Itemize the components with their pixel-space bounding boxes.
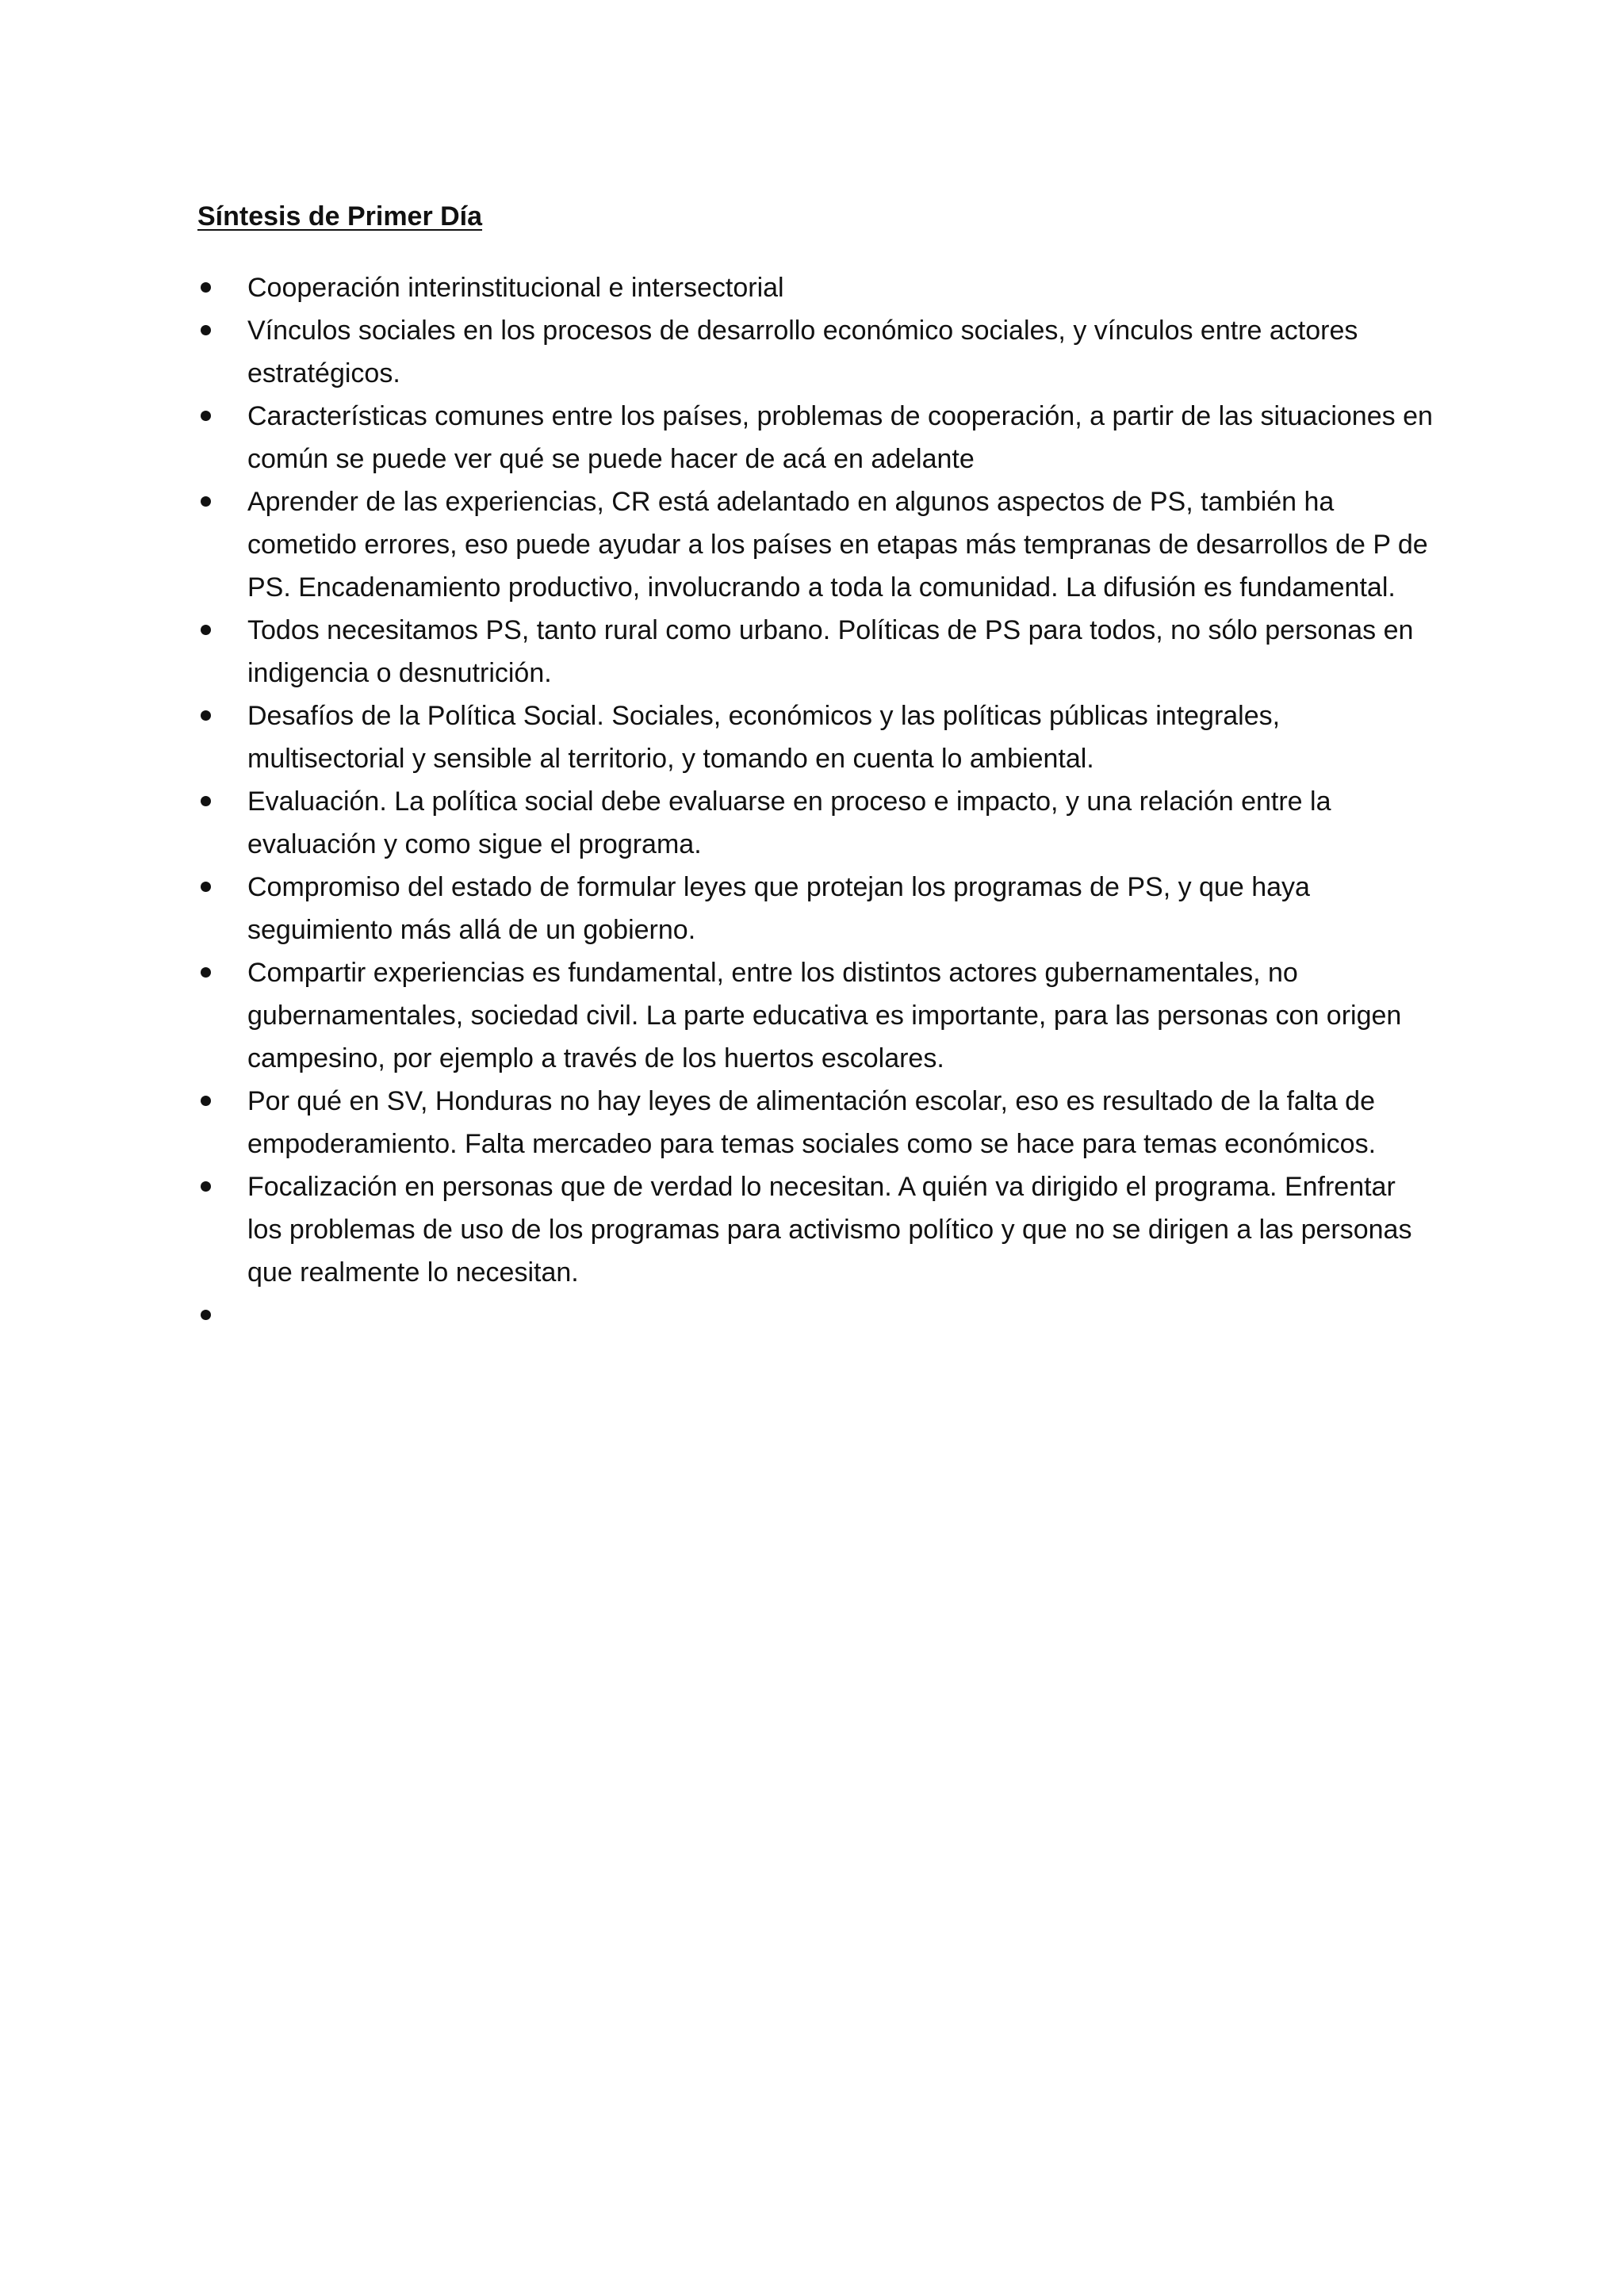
list-item: Cooperación interinstitucional e intersectorial [197,266,1434,309]
list-item: Evaluación. La política social debe evaluarse en proceso e impacto, y una relación entre la evaluación y como sigue el programa. [197,780,1434,866]
list-item: Compromiso del estado de formular leyes que protejan los programas de PS, y que haya seguimiento más allá de un gobierno. [197,866,1434,951]
empty-list-item [197,1294,1434,1337]
list-item: Aprender de las experiencias, CR está adelantado en algunos aspectos de PS, también ha cometido errores, eso puede ayudar a los países en etapas más tempranas de desarrollos de P de PS. Encadenamiento productivo, involucrando a toda la comunidad. La difusión es fundamental. [197,480,1434,609]
page-title: Síntesis de Primer Día [197,201,483,232]
list-item: Características comunes entre los países, problemas de cooperación, a partir de las situaciones en común se puede ver qué se puede hacer de acá en adelante [197,395,1434,480]
list-item: Compartir experiencias es fundamental, entre los distintos actores gubernamentales, no gubernamentales, sociedad civil. La parte educativa es importante, para las personas con origen campesino, por ejemplo a través de los huertos escolares. [197,951,1434,1080]
list-item: Vínculos sociales en los procesos de desarrollo económico sociales, y vínculos entre actores estratégicos. [197,309,1434,395]
list-item: Todos necesitamos PS, tanto rural como urbano. Políticas de PS para todos, no sólo personas en indigencia o desnutrición. [197,609,1434,695]
list-item: Por qué en SV, Honduras no hay leyes de alimentación escolar, eso es resultado de la falta de empoderamiento. Falta mercadeo para temas sociales como se hace para temas económicos. [197,1080,1434,1165]
list-item: Desafíos de la Política Social. Sociales, económicos y las políticas públicas integrales, multisectorial y sensible al territorio, y tomando en cuenta lo ambiental. [197,695,1434,780]
list-item: Focalización en personas que de verdad lo necesitan. A quién va dirigido el programa. Enfrentar los problemas de uso de los programas para activismo político y que no se dirigen a las personas que realmente lo necesitan. [197,1165,1434,1294]
bullet-list [197,266,1434,1337]
